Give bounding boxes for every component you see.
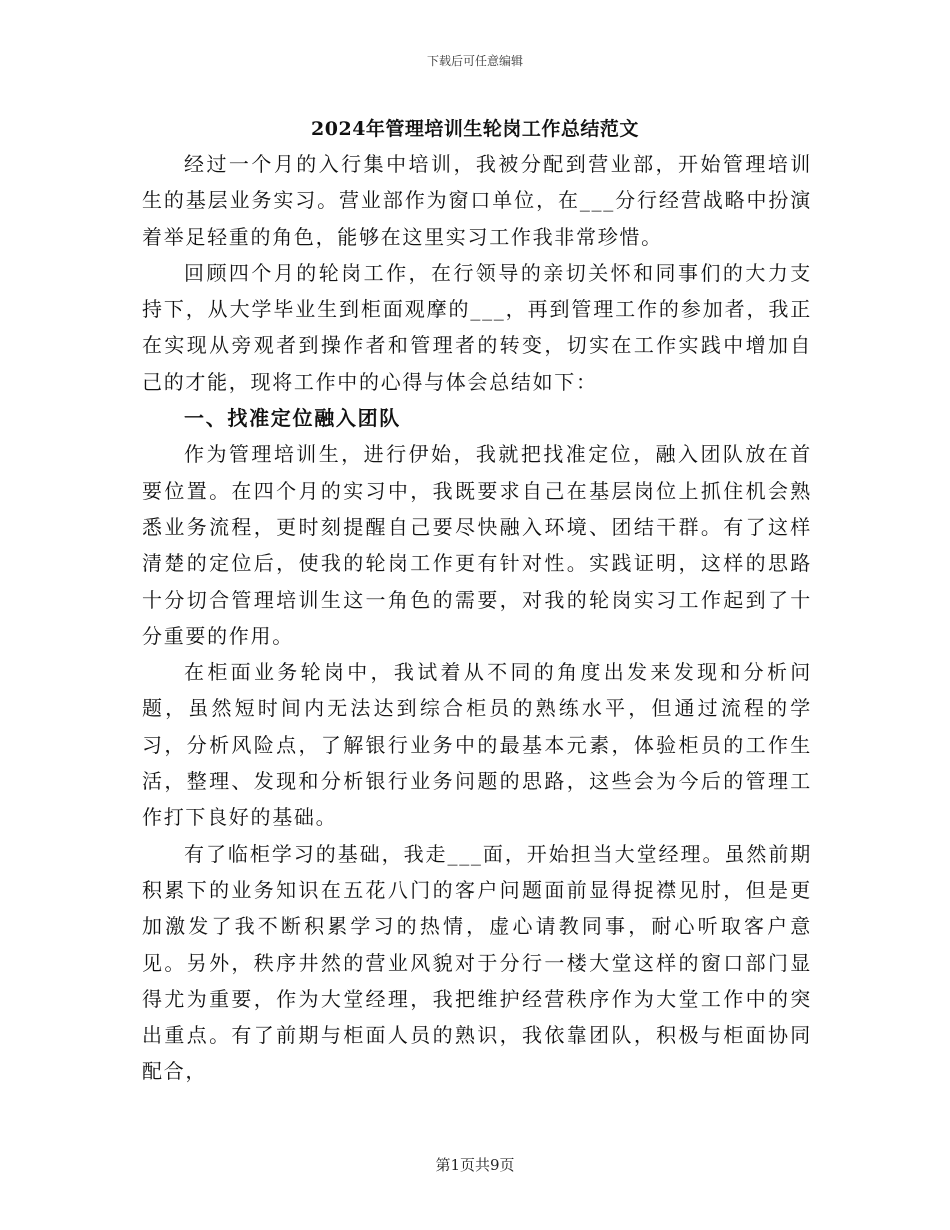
paragraph-4: 在柜面业务轮岗中，我试着从不同的角度出发来发现和分析问题，虽然短时间内无法达到综合柜员的熟练水平，但通过流程的学习，分析风险点，了解银行业务中的最基本元素，体验柜员的工作生活，整理、发现和分析银行业务问题的思路，这些会为今后的管理工作打下良好的基础。 <box>142 660 812 830</box>
document-body <box>142 146 812 1090</box>
document-title: 2024年管理培训生轮岗工作总结范文 <box>311 118 639 140</box>
page-footer: 第1页共9页 <box>435 1156 515 1174</box>
paragraph-1: 经过一个月的入行集中培训，我被分配到营业部，开始管理培训生的基层业务实习。营业部作为窗口单位，在___分行经营战略中扮演着举足轻重的角色，能够在这里实习工作我非常珍惜。 <box>142 152 812 249</box>
page-header: 下载后可任意编辑 <box>426 54 523 68</box>
paragraph-2: 回顾四个月的轮岗工作，在行领导的亲切关怀和同事们的大力支持下，从大学毕业生到柜面观摩的___，再到管理工作的参加者，我正在实现从旁观者到操作者和管理者的转变，切实在工作实践中增加自己的才能，现将工作中的心得与体会总结如下： <box>142 260 812 394</box>
paragraph-5: 有了临柜学习的基础，我走___面，开始担当大堂经理。虽然前期积累下的业务知识在五花八门的客户问题面前显得捉襟见肘，但是更加激发了我不断积累学习的热情，虚心请教同事，耐心听取客户意见。另外，秩序井然的营业风貌对于分行一楼大堂这样的窗口部门显得尤为重要，作为大堂经理，我把维护经营秩序作为大堂工作中的突出重点。有了前期与柜面人员的熟识，我依靠团队，积极与柜面协同配合， <box>142 841 812 1084</box>
paragraph-3: 作为管理培训生，进行伊始，我就把找准定位，融入团队放在首要位置。在四个月的实习中，我既要求自己在基层岗位上抓住机会熟悉业务流程，更时刻提醒自己要尽快融入环境、团结干群。有了这样清楚的定位后，使我的轮岗工作更有针对性。实践证明，这样的思路十分切合管理培训生这一角色的需要，对我的轮岗实习工作起到了十分重要的作用。 <box>142 442 812 648</box>
section-heading-1: 一、找准定位融入团队 <box>184 406 401 431</box>
